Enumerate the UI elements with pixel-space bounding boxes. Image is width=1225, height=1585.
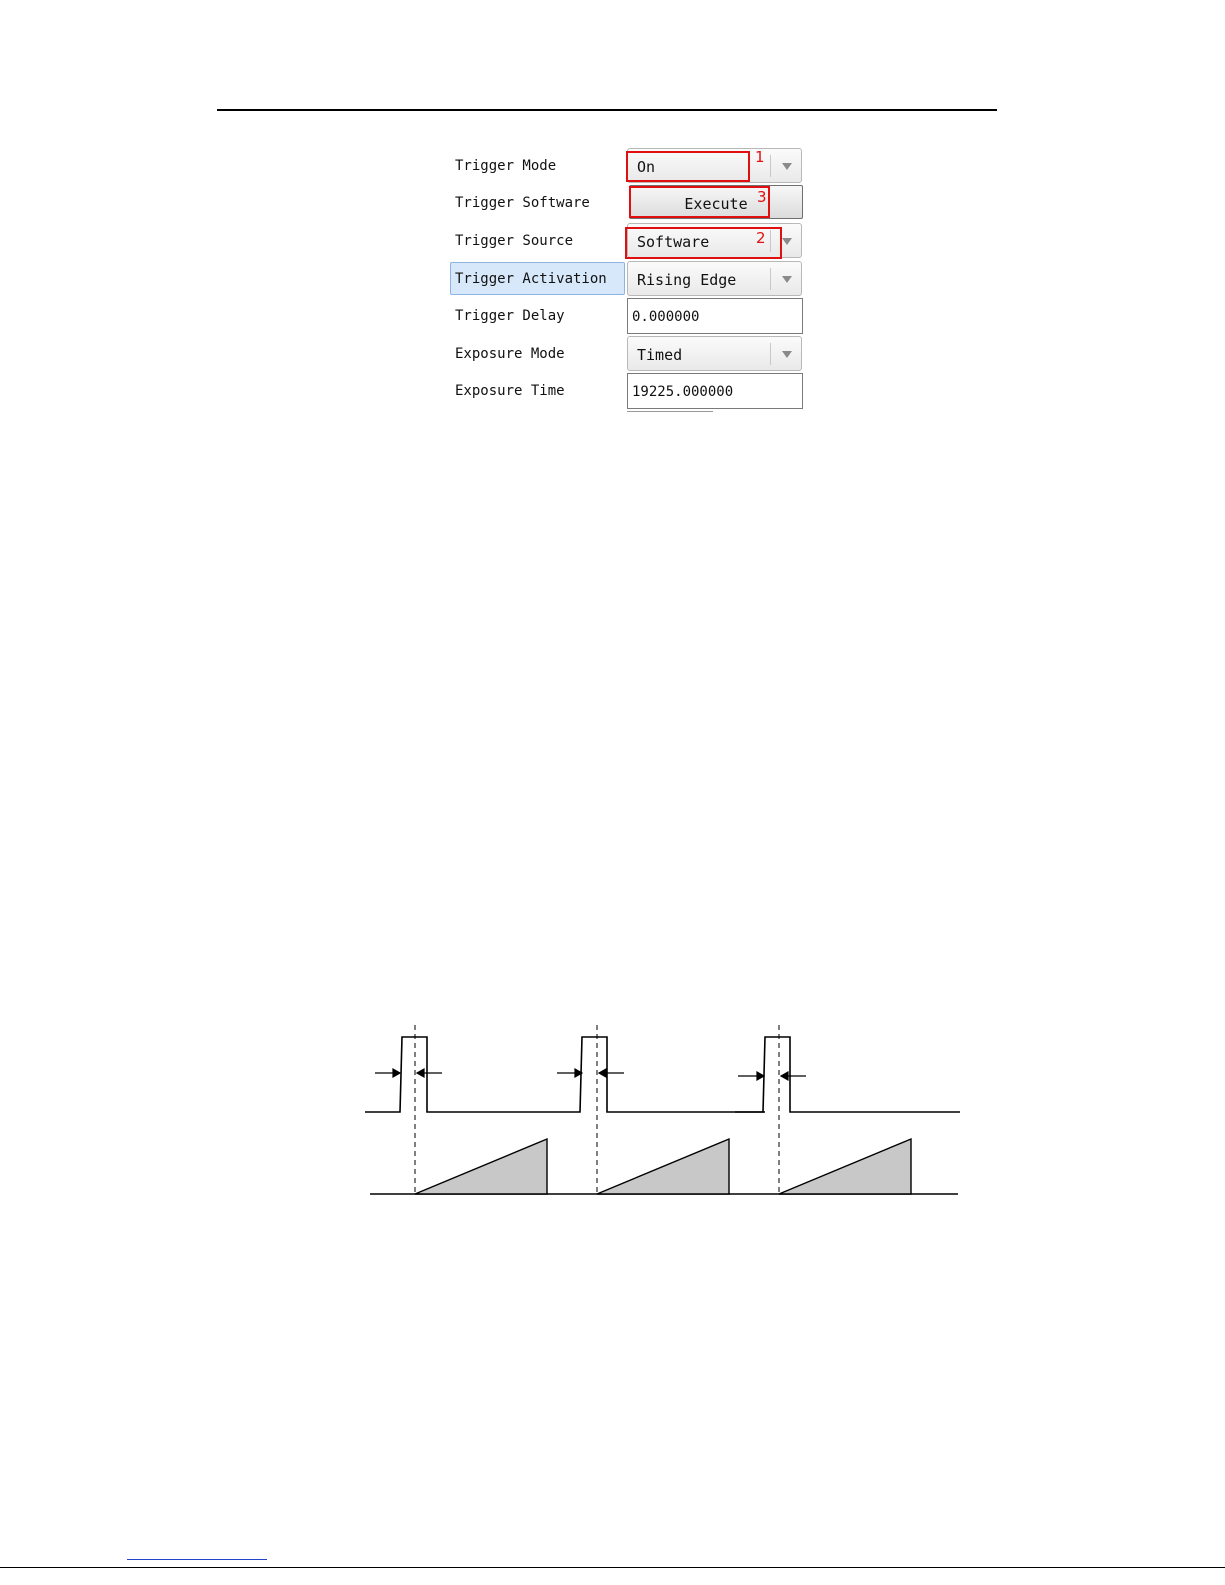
trigger-software-label: Trigger Software [455,195,590,211]
arrowhead-icon [393,1069,400,1077]
arrowhead-icon [417,1069,424,1077]
trigger-delay-label: Trigger Delay [455,308,565,324]
dropdown-separator [770,343,771,365]
chevron-down-icon[interactable] [782,276,792,283]
trigger-source-label: Trigger Source [455,233,574,249]
exposure-ramp-3 [779,1139,911,1194]
trigger-mode-value: On [637,158,656,176]
callout-box-trigger-software [629,186,770,218]
exposure-mode-dropdown[interactable] [627,336,802,371]
trigger-signal-line-1 [365,1037,545,1112]
exposure-mode-value: Timed [637,346,683,364]
callout-number-2: 2 [756,229,766,247]
exposure-ramp-1 [415,1139,547,1194]
exposure-time-input[interactable] [627,373,803,409]
callout-number-1: 1 [755,148,765,166]
camera-property-panel [450,143,807,415]
chevron-down-icon[interactable] [782,238,792,245]
footer-link-underline [127,1559,267,1560]
exposure-time-value: 19225.000000 [632,384,734,400]
chevron-down-icon[interactable] [782,351,792,358]
arrowhead-icon [757,1072,764,1080]
exposure-time-label: Exposure Time [455,383,565,399]
header-rule [217,109,997,111]
callout-number-3: 3 [757,188,767,206]
property-row-trigger-activation [450,260,807,298]
dropdown-separator [770,155,771,177]
trigger-activation-value: Rising Edge [637,271,737,289]
trigger-signal-line-3 [735,1037,960,1112]
property-row-trigger-delay [450,297,807,335]
exposure-mode-label: Exposure Mode [455,346,565,362]
execute-button-label: Execute [684,195,748,213]
property-row-exposure-time [450,372,807,410]
trigger-timing-diagram [360,1020,970,1210]
trigger-delay-input[interactable] [627,298,803,334]
dropdown-separator [770,268,771,290]
property-row-exposure-mode [450,335,807,373]
trigger-activation-label: Trigger Activation [455,271,607,287]
chevron-down-icon[interactable] [782,163,792,170]
next-row-stub [627,411,713,416]
trigger-activation-dropdown[interactable] [627,261,802,296]
arrowhead-icon [781,1072,788,1080]
trigger-source-value: Software [637,233,710,251]
trigger-mode-label: Trigger Mode [455,158,557,174]
callout-box-trigger-mode [626,151,750,182]
arrowhead-icon [599,1069,606,1077]
exposure-ramp-2 [597,1139,729,1194]
trigger-delay-value: 0.000000 [632,309,700,325]
footer-rule [0,1567,1225,1568]
